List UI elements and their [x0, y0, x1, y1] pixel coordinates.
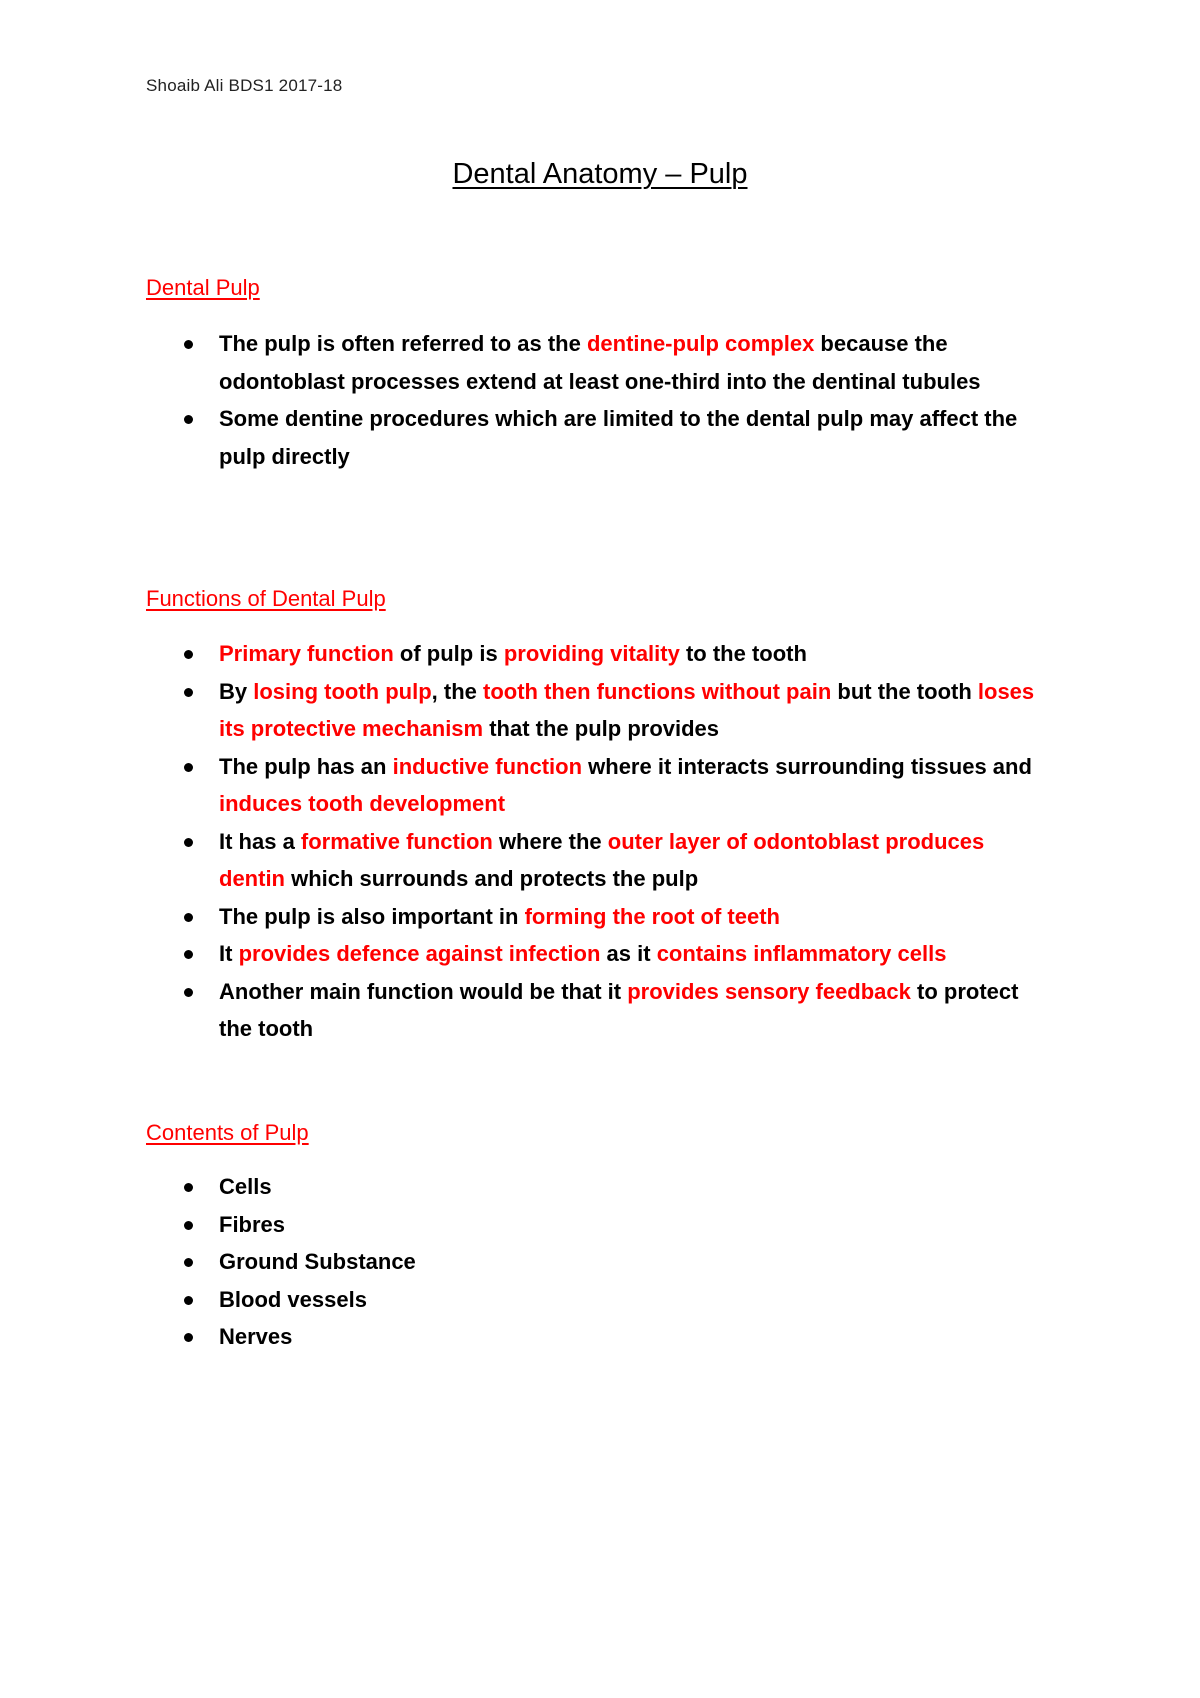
bullet-icon: [184, 988, 193, 997]
highlighted-text: formative function: [300, 828, 493, 854]
text-run: to the tooth: [679, 641, 807, 666]
text-run: that the pulp provides: [483, 716, 720, 741]
text-run: Cells: [219, 1174, 272, 1199]
text-run: Another main function would be that it: [219, 978, 628, 1004]
highlighted-text: induces tooth development: [219, 791, 506, 816]
bullet-icon: [184, 763, 193, 772]
text-run: of pulp is: [393, 641, 504, 666]
highlighted-text: dentine-pulp complex: [586, 331, 815, 356]
highlighted-text: forming the root of teeth: [524, 903, 780, 929]
text-run: because the odontoblast processes extend at least one-third into the dentinal tubules: [219, 331, 981, 394]
text-run: The pulp is often referred to as the: [219, 331, 587, 356]
highlighted-text: provides sensory feedback: [627, 978, 911, 1004]
document-title: Dental Anatomy – Pulp: [452, 158, 748, 190]
text-run: but the tooth: [831, 678, 978, 704]
text-run: Fibres: [219, 1211, 286, 1237]
highlighted-text: providing vitality: [503, 641, 680, 666]
bullet-icon: [184, 1221, 193, 1230]
list-item: [0, 748, 1039, 823]
list-item: [0, 935, 1039, 973]
bullet-icon: [184, 650, 193, 659]
bullet-icon: [184, 1296, 193, 1305]
bullet-icon: [184, 340, 193, 349]
text-run: It has a: [219, 828, 301, 854]
text-run: where it interacts surrounding tissues and: [582, 753, 1032, 779]
bullet-icon: [184, 838, 193, 847]
bullet-icon: [184, 415, 193, 424]
text-run: Some dentine procedures which are limited to the dental pulp may affect the pulp directly: [219, 406, 1018, 469]
text-run: , the: [431, 678, 483, 704]
highlighted-text: provides defence against infection: [238, 941, 601, 966]
list-item: [0, 635, 1039, 673]
list-item: [0, 673, 1039, 748]
text-run: Blood vessels: [219, 1286, 367, 1312]
bullet-icon: [184, 1258, 193, 1267]
highlighted-text: tooth then functions without pain: [483, 678, 832, 704]
highlighted-text: outer layer of odontoblast produces dentin: [219, 828, 985, 891]
author-header: Shoaib Ali BDS1 2017-18: [146, 76, 343, 95]
section-heading-contents: Contents of Pulp: [146, 1120, 309, 1145]
text-run: where the: [492, 828, 608, 854]
text-run: as it: [600, 941, 657, 966]
bullet-icon: [184, 950, 193, 959]
text-run: Ground Substance: [219, 1249, 416, 1274]
list-item: [0, 1168, 1039, 1206]
bullet-list-contents: [0, 1168, 1200, 1356]
list-item: [0, 1206, 1039, 1244]
text-run: to protect the tooth: [219, 978, 1019, 1041]
highlighted-text: loses its protective mechanism: [219, 678, 1035, 741]
section-heading-dental-pulp: Dental Pulp: [146, 275, 260, 300]
list-item: [0, 1281, 1039, 1319]
section-heading-functions: Functions of Dental Pulp: [146, 586, 386, 611]
bullet-icon: [184, 1183, 193, 1192]
list-item: [0, 325, 1039, 400]
text-run: which surrounds and protects the pulp: [285, 866, 699, 891]
bullet-icon: [184, 688, 193, 697]
text-run: It: [219, 941, 239, 966]
list-item: [0, 400, 1039, 475]
text-run: The pulp is also important in: [219, 903, 525, 929]
bullet-list-dental-pulp: [0, 325, 1200, 475]
highlighted-text: Primary function: [219, 641, 394, 666]
list-item: [0, 1318, 1039, 1356]
highlighted-text: inductive function: [392, 753, 583, 779]
text-run: By: [219, 678, 254, 704]
list-item: [0, 973, 1039, 1048]
bullet-list-functions: [0, 635, 1200, 1048]
list-item: [0, 823, 1039, 898]
text-run: The pulp has an: [219, 753, 393, 779]
list-item: [0, 898, 1039, 936]
list-item: [0, 1243, 1039, 1281]
bullet-icon: [184, 913, 193, 922]
text-run: Nerves: [219, 1324, 293, 1349]
highlighted-text: contains inflammatory cells: [656, 941, 947, 966]
highlighted-text: losing tooth pulp: [253, 678, 432, 704]
bullet-icon: [184, 1333, 193, 1342]
